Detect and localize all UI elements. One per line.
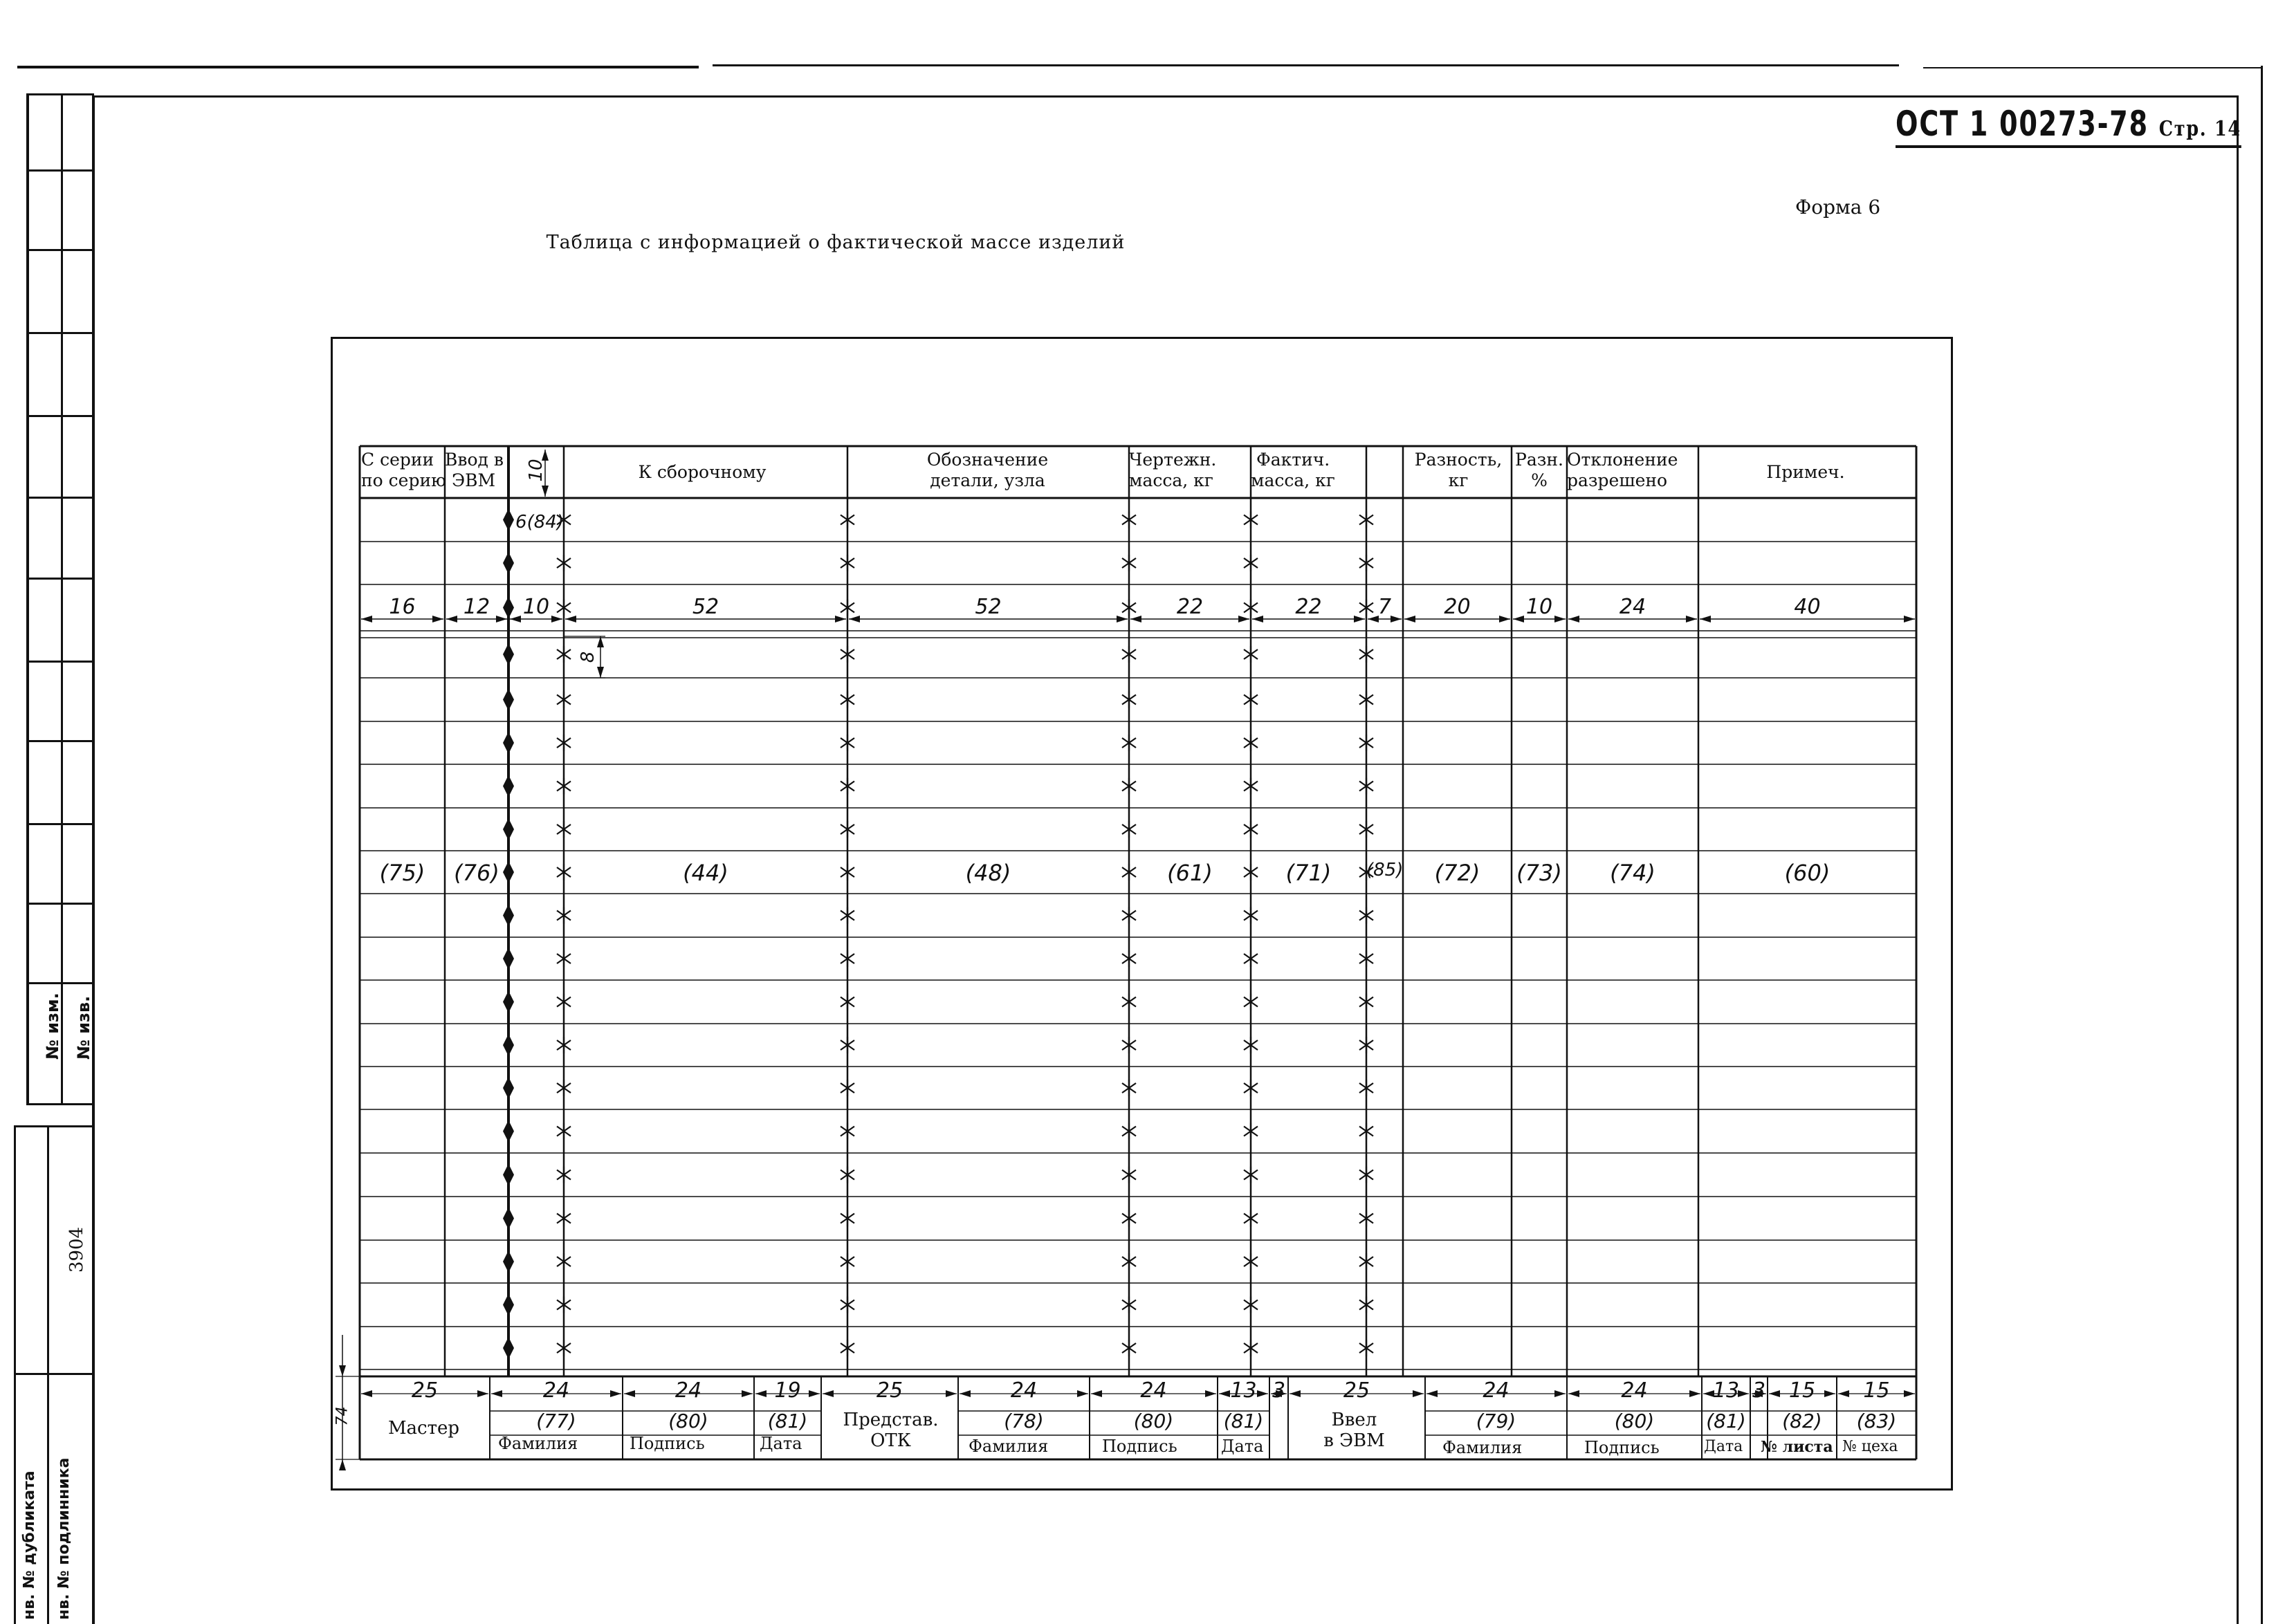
row-marker-star: [1359, 1037, 1373, 1053]
width-label-0: 16: [389, 595, 416, 619]
row-marker-star: [1122, 692, 1136, 708]
row-marker-star: [1122, 512, 1136, 528]
row-marker-star: [557, 1123, 571, 1140]
column-code-0: (75): [379, 860, 425, 886]
hdr-notes: Примеч.: [1766, 462, 1845, 482]
row-marker-star: [1122, 555, 1136, 571]
row-marker-star: [557, 735, 571, 751]
footer-width-label-15: 15: [1863, 1378, 1890, 1403]
hdr-diff-kg-a: Разность,: [1414, 450, 1503, 470]
dim-header-label: 10: [526, 459, 547, 482]
row-marker-star: [1244, 735, 1258, 751]
row-marker-star: [841, 1167, 854, 1183]
width-label-4: 52: [975, 595, 1002, 619]
footer-width-label-14: 15: [1788, 1378, 1816, 1403]
footer-code-4: (80): [1133, 1410, 1174, 1432]
row-marker-star: [1122, 1080, 1136, 1096]
footer-code-9: (82): [1782, 1410, 1822, 1432]
column-code-8: (73): [1516, 860, 1562, 886]
row-marker-star: [841, 907, 854, 924]
footer-width-label-6: 24: [1140, 1378, 1167, 1403]
row-marker-star: [1244, 1123, 1258, 1140]
row-marker-star: [1359, 1123, 1373, 1140]
table-caption-text: Таблица с информацией о фактической массе изделий: [546, 232, 1126, 253]
row-marker-star: [1122, 994, 1136, 1011]
footer-code-6: (79): [1476, 1410, 1516, 1432]
row-marker-star: [841, 1297, 854, 1313]
footer-familia-3: Фамилия: [1442, 1438, 1523, 1457]
row-marker-star: [557, 1297, 571, 1313]
form-label: Форма 6: [1795, 196, 1881, 219]
hdr-actual-mass-a: Фактич.: [1256, 450, 1330, 470]
dim-first-label: 6(84): [515, 512, 564, 533]
width-label-9: 10: [1525, 595, 1553, 619]
row-marker-star: [841, 821, 854, 838]
column-code-9: (74): [1610, 860, 1655, 886]
row-marker-star: [557, 692, 571, 708]
height-label: 74: [333, 1406, 351, 1426]
side-dubl: нв. № дубликата: [21, 1470, 38, 1620]
footer-familia-2: Фамилия: [969, 1437, 1049, 1456]
row-marker-star: [1122, 646, 1136, 663]
row-marker-star: [1244, 512, 1258, 528]
hdr-diff-pct: [1512, 450, 1567, 491]
column-code-10: (60): [1784, 860, 1830, 886]
footer-data-1: Дата: [760, 1434, 802, 1453]
row-marker-star: [1244, 1210, 1258, 1227]
hdr-diff-pct-b: %: [1531, 470, 1548, 490]
row-marker-star: [1244, 1253, 1258, 1270]
row-marker-star: [1244, 1297, 1258, 1313]
hdr-deviation: [1567, 450, 1698, 491]
footer-width-label-3: 19: [774, 1378, 801, 1403]
footer-code-10: (83): [1856, 1410, 1897, 1432]
footer-evm-b: в ЭВМ: [1323, 1430, 1385, 1451]
footer-podpis-2: Подпись: [1102, 1437, 1177, 1456]
dim-rowgap-label: 8: [578, 651, 598, 663]
row-marker-star: [841, 1080, 854, 1096]
row-marker-star: [1359, 512, 1373, 528]
arrow-up: [339, 1459, 346, 1470]
column-code-2: (44): [683, 860, 728, 886]
row-marker-star: [1359, 735, 1373, 751]
hdr-actual-mass-b: масса, кг: [1251, 470, 1335, 490]
row-marker-star: [1122, 1123, 1136, 1140]
row-marker-star: [1244, 1080, 1258, 1096]
row-marker-star: [1359, 1080, 1373, 1096]
hdr-series-a: С серии: [361, 450, 434, 470]
footer-otk-b: ОТК: [870, 1430, 911, 1451]
row-marker-star: [841, 555, 854, 571]
row-marker-star: [841, 1037, 854, 1053]
row-marker-star: [1359, 1340, 1373, 1356]
row-marker-star: [1359, 1210, 1373, 1227]
row-marker-star: [557, 907, 571, 924]
row-marker-star: [841, 1123, 854, 1140]
footer-width-label-0: 25: [411, 1378, 439, 1403]
hdr-series-b: по серию: [361, 470, 446, 490]
row-marker-star: [1244, 555, 1258, 571]
hdr-evm: [445, 450, 514, 491]
hdr-diff-pct-a: Разн.: [1515, 450, 1563, 470]
footer-width-label-1: 24: [542, 1378, 570, 1403]
column-code-1: (76): [454, 860, 499, 886]
hdr-drawing-mass-b: масса, кг: [1129, 470, 1213, 490]
footer-familia-1: Фамилия: [498, 1434, 578, 1453]
row-marker-star: [1122, 950, 1136, 967]
footer-evm-a: Ввел: [1331, 1410, 1377, 1430]
footer-code-2: (81): [767, 1410, 808, 1432]
column-code-4: (61): [1167, 860, 1213, 886]
footer-width-label-9: 25: [1343, 1378, 1370, 1403]
row-marker-star: [1122, 1167, 1136, 1183]
row-marker-star: [557, 1340, 571, 1356]
row-marker-star: [1244, 821, 1258, 838]
row-marker-star: [1359, 646, 1373, 663]
width-label-3: 52: [692, 595, 719, 619]
footer-width-label-11: 24: [1621, 1378, 1648, 1403]
hdr-evm-b: ЭВМ: [452, 470, 496, 490]
row-marker-star: [1359, 692, 1373, 708]
row-marker-star: [841, 994, 854, 1011]
footer-master: Мастер: [387, 1418, 460, 1439]
row-marker-star: [1122, 1210, 1136, 1227]
hdr-drawing-mass: [1129, 450, 1247, 491]
row-marker-star: [1244, 1340, 1258, 1356]
footer-code-8: (81): [1706, 1410, 1746, 1432]
column-code-6: (85): [1366, 860, 1404, 880]
column-code-7: (72): [1434, 860, 1480, 886]
row-marker-star: [1359, 1297, 1373, 1313]
hdr-designation-a: Обозначение: [926, 450, 1049, 470]
row-marker-star: [557, 1037, 571, 1053]
row-marker-star: [841, 692, 854, 708]
side-izv: № изв.: [74, 995, 93, 1060]
doc-code-text: ОСТ 1 00273-78: [1896, 104, 2149, 144]
row-marker-star: [557, 950, 571, 967]
column-code-5: (71): [1285, 860, 1332, 886]
footer-width-label-2: 24: [675, 1378, 702, 1403]
width-label-1: 12: [463, 595, 490, 619]
footer-evm: [1287, 1410, 1422, 1451]
row-marker-star: [1122, 1253, 1136, 1270]
row-marker-star: [557, 555, 571, 571]
footer-ntseha: № цеха: [1842, 1438, 1898, 1455]
row-marker-star: [841, 778, 854, 795]
row-marker-star: [1359, 1253, 1373, 1270]
hdr-series: [361, 450, 450, 491]
hdr-diff-kg-b: кг: [1448, 470, 1469, 490]
hdr-deviation-b: разрешено: [1567, 470, 1668, 490]
footer-podpis-1: Подпись: [630, 1434, 705, 1453]
side-podl: нв. № подлинника: [55, 1457, 73, 1620]
width-label-6: 22: [1295, 595, 1322, 619]
row-marker-star: [1122, 778, 1136, 795]
column-code-3: (48): [965, 860, 1011, 886]
row-marker-star: [841, 1253, 854, 1270]
row-marker-star: [1122, 1297, 1136, 1313]
row-marker-star: [557, 1210, 571, 1227]
row-marker-star: [557, 1253, 571, 1270]
row-marker-star: [1359, 555, 1373, 571]
row-marker-star: [1244, 994, 1258, 1011]
row-marker-star: [841, 512, 854, 528]
hdr-deviation-a: Отклонение: [1567, 450, 1678, 470]
row-marker-star: [1244, 646, 1258, 663]
side-izm: № изм.: [43, 993, 62, 1060]
row-marker-star: [841, 1340, 854, 1356]
row-marker-star: [557, 778, 571, 795]
row-marker-star: [1244, 907, 1258, 924]
row-marker-star: [1122, 1037, 1136, 1053]
footer-width-label-10: 24: [1483, 1378, 1510, 1403]
footer-width-label-4: 25: [876, 1378, 903, 1403]
footer-data-2: Дата: [1221, 1437, 1264, 1456]
row-marker-star: [841, 646, 854, 663]
footer-code-0: (77): [536, 1410, 576, 1432]
width-label-2: 10: [522, 595, 550, 619]
row-marker-star: [1244, 778, 1258, 795]
footer-otk: [823, 1410, 958, 1451]
row-marker-star: [1122, 1340, 1136, 1356]
row-marker-star: [557, 994, 571, 1011]
footer-otk-a: Представ.: [843, 1410, 939, 1430]
footer-width-label-12: 13: [1712, 1378, 1740, 1403]
footer-code-7: (80): [1614, 1410, 1655, 1432]
side-number: 3904: [66, 1226, 87, 1273]
width-label-10: 24: [1619, 595, 1646, 619]
hdr-drawing-mass-a: Чертежн.: [1129, 450, 1217, 470]
width-label-8: 20: [1444, 595, 1471, 619]
row-marker-star: [557, 821, 571, 838]
width-label-5: 22: [1176, 595, 1204, 619]
row-marker-star: [557, 1080, 571, 1096]
hdr-evm-a: Ввод в: [445, 450, 504, 470]
row-marker-star: [1244, 1167, 1258, 1183]
row-marker-star: [557, 1167, 571, 1183]
row-marker-star: [1359, 1167, 1373, 1183]
row-marker-star: [557, 646, 571, 663]
footer-width-label-5: 24: [1010, 1378, 1038, 1403]
row-marker-star: [841, 950, 854, 967]
row-marker-star: [841, 1210, 854, 1227]
hdr-designation-b: детали, узла: [930, 470, 1045, 490]
row-marker-star: [1244, 950, 1258, 967]
row-marker-star: [1122, 735, 1136, 751]
footer-width-label-8: 3: [1272, 1378, 1286, 1403]
width-label-7: 7: [1377, 595, 1392, 619]
row-marker-star: [1359, 907, 1373, 924]
footer-width-label-7: 13: [1230, 1378, 1257, 1403]
row-marker-star: [1122, 907, 1136, 924]
width-label-11: 40: [1794, 595, 1821, 619]
footer-nlista: № листа: [1761, 1438, 1833, 1456]
row-marker-star: [1122, 821, 1136, 838]
footer-code-3: (78): [1004, 1410, 1044, 1432]
arrow-down: [339, 1365, 346, 1376]
row-marker-star: [1359, 994, 1373, 1011]
hdr-assembly: К сборочному: [638, 462, 767, 482]
footer-data-3: Дата: [1704, 1438, 1743, 1455]
hdr-designation: [847, 450, 1128, 491]
hdr-diff-kg: [1403, 450, 1514, 491]
row-marker-star: [1244, 1037, 1258, 1053]
page-number: Стр. 14: [2158, 117, 2241, 141]
footer-code-1: (80): [668, 1410, 708, 1432]
hdr-actual-mass: [1251, 450, 1361, 491]
footer-width-label-13: 3: [1752, 1378, 1766, 1403]
row-marker-star: [1244, 692, 1258, 708]
row-marker-star: [841, 735, 854, 751]
footer-podpis-3: Подпись: [1584, 1438, 1660, 1457]
row-marker-star: [1359, 950, 1373, 967]
footer-code-5: (81): [1223, 1410, 1264, 1432]
row-marker-star: [1359, 778, 1373, 795]
row-marker-star: [1359, 821, 1373, 838]
